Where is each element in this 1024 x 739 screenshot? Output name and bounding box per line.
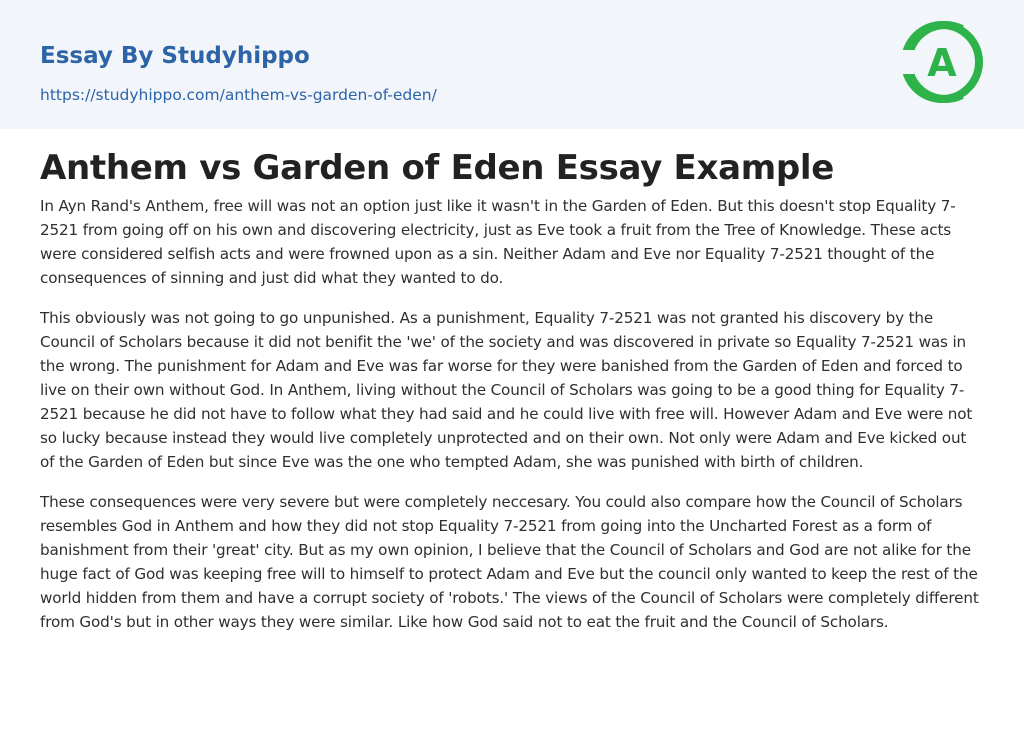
- paragraph-1: In Ayn Rand's Anthem, free will was not an option just like it wasn't in the Garden of Eden. But this doesn't stop Equality 7-2521 from going off on his own and discovering electricity, just as Eve took a fruit from the Tree of Knowledge. These acts were considered selfish acts and were frowned upon as a sin. Neither Adam and Eve nor Equality 7-2521 thought of the consequences of sinning and just did what they wanted to do.: [40, 197, 956, 287]
- article-body: [40, 194, 984, 650]
- paragraph-3: These consequences were very severe but were completely neccesary. You could also compare how the Council of Scholars resembles God in Anthem and how they did not stop Equality 7-2521 from going into the Uncharted Forest as a form of banishment from their 'great' city. But as my own opinion, I believe that the Council of Scholars and God are not alike for the huge fact of God was keeping free will to himself to protect Adam and Eve but the council only wanted to keep the rest of the world hidden from them and have a corrupt society of 'robots.' The views of the Council of Scholars were completely different from God's but in other ways they were similar. Like how God said not to eat the fruit and the Council of Scholars.: [40, 493, 979, 631]
- logo-letter: A: [927, 41, 957, 85]
- studyhippo-logo-icon[interactable]: [900, 20, 984, 104]
- page-title: Anthem vs Garden of Eden Essay Example: [40, 148, 835, 188]
- site-header: [0, 0, 1024, 129]
- brand-title[interactable]: Essay By Studyhippo: [40, 43, 310, 69]
- paragraph-2: This obviously was not going to go unpunished. As a punishment, Equality 7-2521 was not granted his discovery by the Council of Scholars because it did not benifit the 'we' of the society and was discovered in private so Equality 7-2521 was in the wrong. The punishment for Adam and Eve was far worse for they were banished from the Garden of Eden and forced to live on their own without God. In Anthem, living without the Council of Scholars was going to be a good thing for Equality 7-2521 because he did not have to follow what they had said and he could live with free will. However Adam and Eve were not so lucky because instead they would live completely unprotected and on their own. Not only were Adam and Eve kicked out of the Garden of Eden but since Eve was the one who tempted Adam, she was punished with birth of children.: [40, 309, 973, 471]
- source-url-link[interactable]: https://studyhippo.com/anthem-vs-garden-of-eden/: [40, 86, 437, 104]
